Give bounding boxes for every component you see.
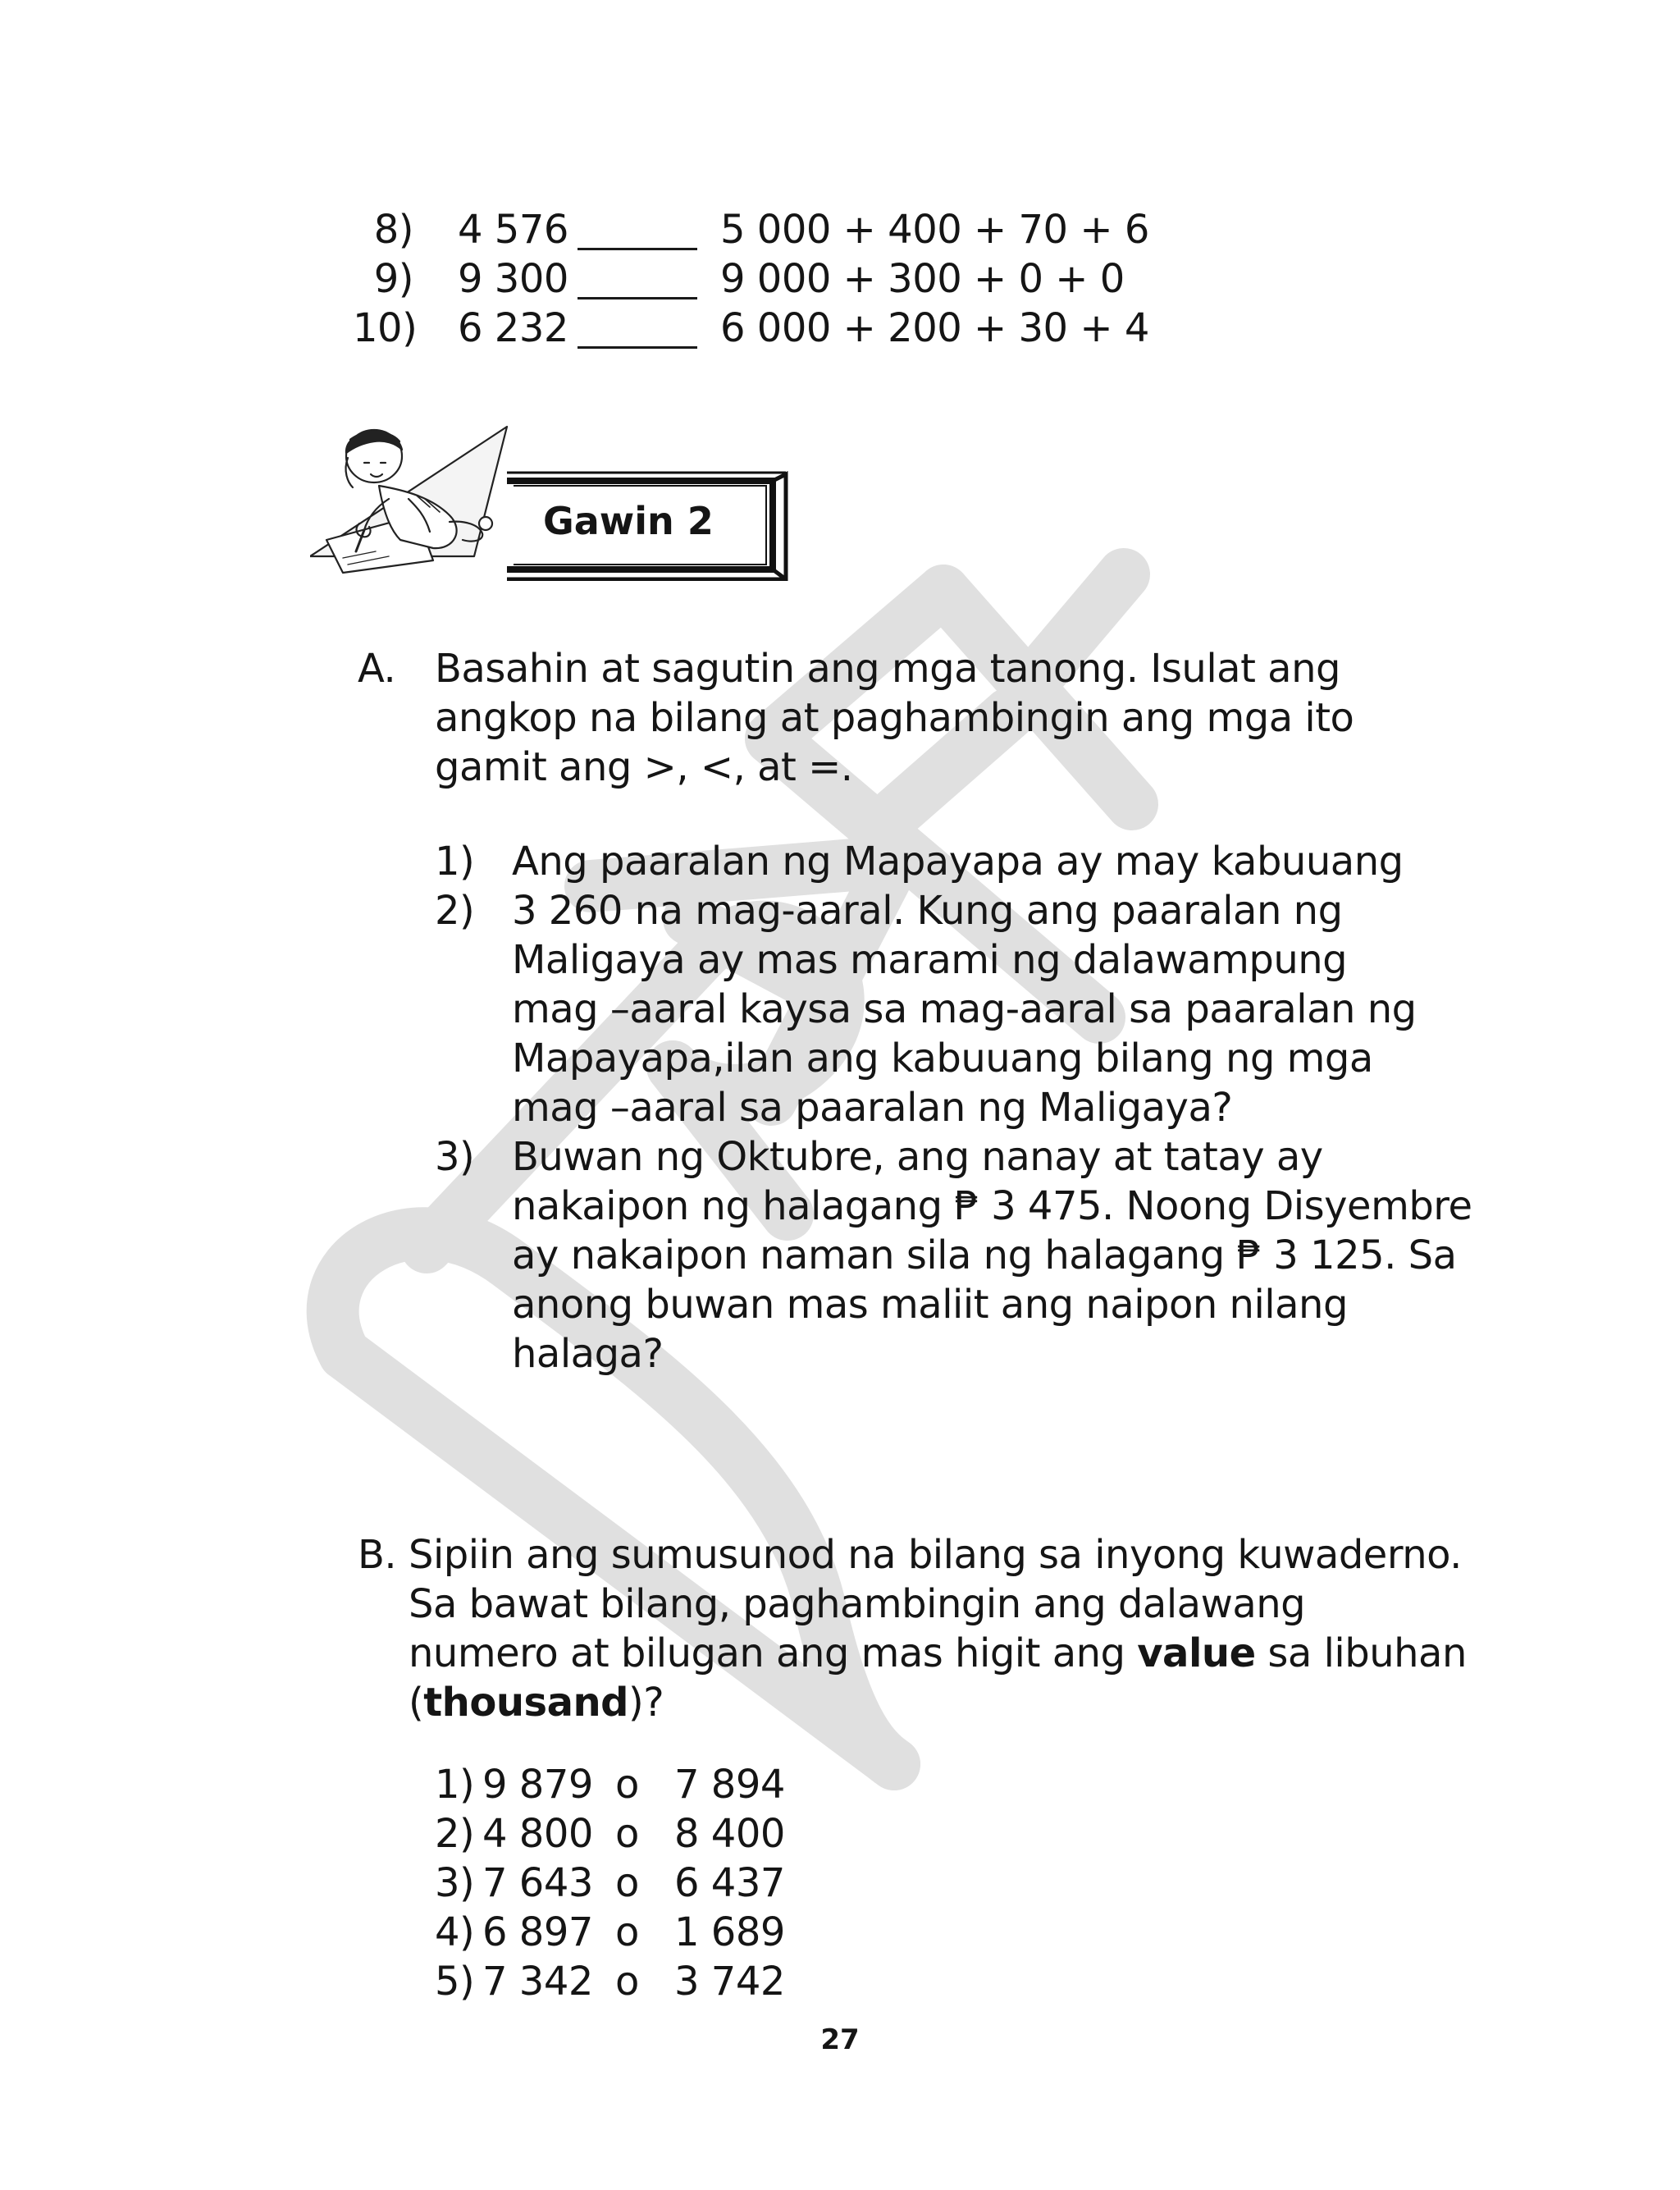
item-number: 10)	[353, 305, 418, 351]
pair-mark: o	[615, 1959, 639, 2005]
instruction-line: angkop na bilang at paghambingin ang mga ito	[435, 695, 1354, 741]
answer-blank[interactable]	[578, 248, 697, 250]
pair-mark: o	[615, 1762, 639, 1808]
answer-blank[interactable]	[578, 346, 697, 349]
pair-second: 8 400	[674, 1811, 785, 1857]
pair-second: 6 437	[674, 1860, 785, 1906]
instruction-line: (thousand)?	[409, 1680, 664, 1726]
problem-number: 2)	[435, 888, 475, 934]
instruction-line: gamit ang >, <, at =.	[435, 744, 853, 790]
item-expansion: 5 000 + 400 + 70 + 6	[720, 207, 1149, 253]
girl-writing-illustration	[310, 417, 515, 581]
pair-first: 7 643	[482, 1860, 593, 1906]
problem-line: Mapayapa,ilan ang kabuuang bilang ng mga	[512, 1036, 1373, 1081]
bold-term: thousand	[423, 1680, 628, 1726]
problem-line: Ang paaralan ng Mapayapa ay may kabuuang	[512, 839, 1404, 885]
pair-number: 1)	[435, 1762, 475, 1808]
pair-number: 4)	[435, 1909, 475, 1955]
instruction-line: numero at bilugan ang mas higit ang value sa libuhan	[409, 1630, 1467, 1676]
item-value: 4 576	[458, 207, 568, 253]
pair-mark: o	[615, 1909, 639, 1955]
pair-second: 3 742	[674, 1959, 785, 2005]
pair-number: 5)	[435, 1959, 475, 2005]
item-value: 9 300	[458, 256, 568, 302]
instruction-line: Sipiin ang sumusunod na bilang sa inyong kuwaderno.	[409, 1532, 1462, 1578]
pair-mark: o	[615, 1811, 639, 1857]
section-a-label: A.	[358, 646, 396, 692]
pair-first: 4 800	[482, 1811, 593, 1857]
item-expansion: 6 000 + 200 + 30 + 4	[720, 305, 1149, 351]
activity-title: Gawin 2	[543, 499, 714, 543]
answer-blank[interactable]	[578, 297, 697, 299]
problem-number: 3)	[435, 1134, 475, 1180]
pair-first: 7 342	[482, 1959, 593, 2005]
problem-line: nakaipon ng halagang ₱ 3 475. Noong Disyembre	[512, 1183, 1472, 1229]
problem-line: Buwan ng Oktubre, ang nanay at tatay ay	[512, 1134, 1323, 1180]
pair-second: 1 689	[674, 1909, 785, 1955]
problem-line: Maligaya ay mas marami ng dalawampung	[512, 937, 1348, 983]
pair-number: 2)	[435, 1811, 475, 1857]
section-b-label: B.	[358, 1532, 397, 1578]
pair-first: 9 879	[482, 1762, 593, 1808]
problem-line: mag –aaral sa paaralan ng Maligaya?	[512, 1085, 1233, 1131]
pair-second: 7 894	[674, 1762, 785, 1808]
instruction-line: Basahin at sagutin ang mga tanong. Isulat ang	[435, 646, 1340, 692]
bold-term: value	[1137, 1630, 1256, 1676]
problem-line: halaga?	[512, 1331, 664, 1377]
pair-mark: o	[615, 1860, 639, 1906]
problem-line: ay nakaipon naman sila ng halagang ₱ 3 125. Sa	[512, 1232, 1457, 1278]
problem-line: anong buwan mas maliit ang naipon nilang	[512, 1282, 1348, 1328]
item-expansion: 9 000 + 300 + 0 + 0	[720, 256, 1125, 302]
item-value: 6 232	[458, 305, 568, 351]
pair-first: 6 897	[482, 1909, 593, 1955]
item-number: 9)	[373, 256, 413, 302]
problem-line: 3 260 na mag-aaral. Kung ang paaralan ng	[512, 888, 1343, 934]
page-number: 27	[820, 2023, 860, 2056]
item-number: 8)	[373, 207, 413, 253]
instruction-line: Sa bawat bilang, paghambingin ang dalawang	[409, 1581, 1306, 1627]
problem-line: mag –aaral kaysa sa mag-aaral sa paaralan ng	[512, 986, 1417, 1032]
pair-number: 3)	[435, 1860, 475, 1906]
problem-number: 1)	[435, 839, 475, 885]
